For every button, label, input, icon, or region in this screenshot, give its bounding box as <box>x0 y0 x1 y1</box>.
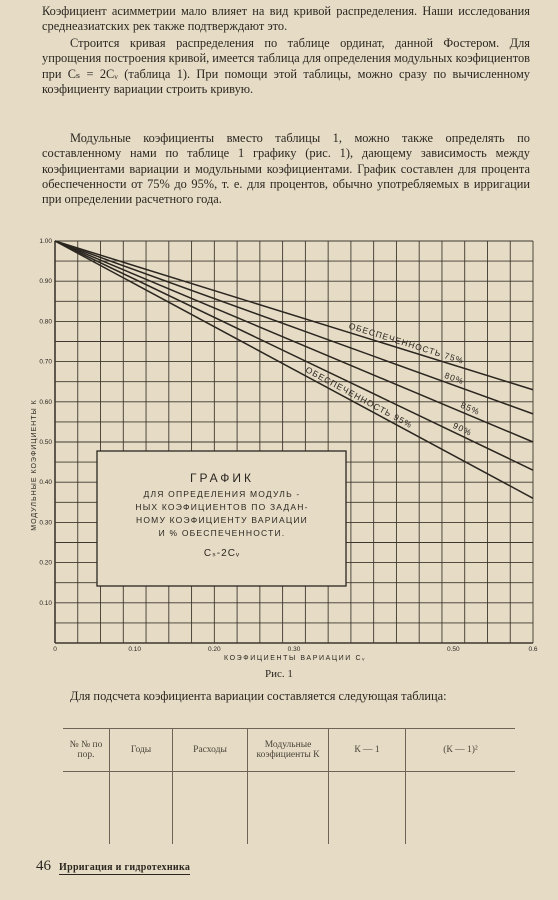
table-header-cell: Расходы <box>173 729 248 772</box>
chart-curve-labels <box>304 321 482 438</box>
x-tick-label: 0 <box>53 646 57 653</box>
figure-caption: Рис. 1 <box>265 668 293 680</box>
chart-ticks <box>39 238 538 653</box>
table-header-cell: (К — 1)² <box>406 729 516 772</box>
y-tick-label: 0.20 <box>39 559 52 567</box>
x-tick-label: 0.30 <box>287 646 301 653</box>
x-tick-label: 0.50 <box>447 646 460 653</box>
y-tick-label: 0.90 <box>39 278 52 286</box>
y-tick-label: 0.50 <box>39 439 52 446</box>
paragraph-1: Коэфициент асимметрии мало влияет на вид кривой распределения. Наши исследования среднеазиатских рек также подтверждают это. <box>42 4 530 34</box>
info-box-line-3: НОМУ КОЭФИЦИЕНТУ ВАРИАЦИИ <box>136 515 308 525</box>
y-tick-label: 0.70 <box>39 358 52 366</box>
y-tick-label: 1.00 <box>39 238 52 245</box>
page-footer <box>36 858 190 875</box>
y-tick-label: 0.30 <box>39 519 52 527</box>
table-header-cell: Модульные коэфициенты К <box>248 729 329 772</box>
y-tick-label: 0.40 <box>39 479 52 487</box>
table-row <box>63 772 515 845</box>
paragraph-2: Строится кривая распределения по таблице ординат, данной Фостером. Для упрощения построения кривой, имеется таблица для определения модульных коэфициентов при Cₛ = 2Cᵥ (таблица 1). При помощи этой таблицы, можно сразу по вычисленному коэфициенту вариации строить кривую. <box>42 36 530 96</box>
y-tick-label: 0.10 <box>39 599 52 607</box>
x-tick-label: 0.20 <box>208 646 221 653</box>
table-header-cell: К — 1 <box>329 729 406 772</box>
info-box-line-1: ДЛЯ ОПРЕДЕЛЕНИЯ МОДУЛЬ - <box>143 489 301 499</box>
info-box-formula: Cₛ-2Cᵥ <box>203 548 241 559</box>
curve-label: ОБЕСПЕЧЕННОСТЬ 75% <box>347 320 466 366</box>
data-table <box>63 728 515 844</box>
info-box-line-2: НЫХ КОЭФИЦИЕНТОВ ПО ЗАДАН- <box>135 502 309 512</box>
x-axis-label: КОЭФИЦИЕНТЫ ВАРИАЦИИ Cᵥ <box>224 655 366 662</box>
x-tick-label: 0.10 <box>128 646 141 653</box>
y-axis-label: МОДУЛЬНЫЕ КОЭФИЦИЕНТЫ К <box>31 399 38 531</box>
info-box-line-4: И % ОБЕСПЕЧЕННОСТИ. <box>158 528 286 538</box>
table-header-row <box>63 729 515 772</box>
curve-label: 90% <box>451 420 474 438</box>
x-tick-label: 0.6 <box>528 646 538 653</box>
y-tick-label: 0.80 <box>39 318 52 326</box>
paragraph-4: Для подсчета коэфициента вариации составляется следующая таблица: <box>70 689 447 703</box>
chart-info-box <box>97 451 346 586</box>
curve-label: 85% <box>459 399 482 417</box>
running-title: Ирригация и гидротехника <box>59 862 191 873</box>
table-header-cell: Годы <box>110 729 173 772</box>
curve-label: ОБЕСПЕЧЕННОСТЬ 95% <box>303 364 415 431</box>
curve-line-75 <box>55 241 533 390</box>
table-header-cell: № № по пор. <box>63 729 110 772</box>
paragraph-3: Модульные коэфициенты вместо таблицы 1, можно также определять по составленному нами по таблице 1 графику (рис. 1), дающему зависимость между коэфициентами вариации и модульными коэфициентами. График составлен для процента обеспеченности от 75% до 95%, т. е. для процентов, обычно употребляемых в ирригации при определении расчетного года. <box>42 131 530 207</box>
info-box-title: ГРАФИК <box>189 471 255 485</box>
curve-label: 80% <box>443 370 466 387</box>
curve-line-80 <box>55 241 533 414</box>
page-number: 46 <box>36 858 51 874</box>
y-tick-label: 0.60 <box>39 398 52 406</box>
